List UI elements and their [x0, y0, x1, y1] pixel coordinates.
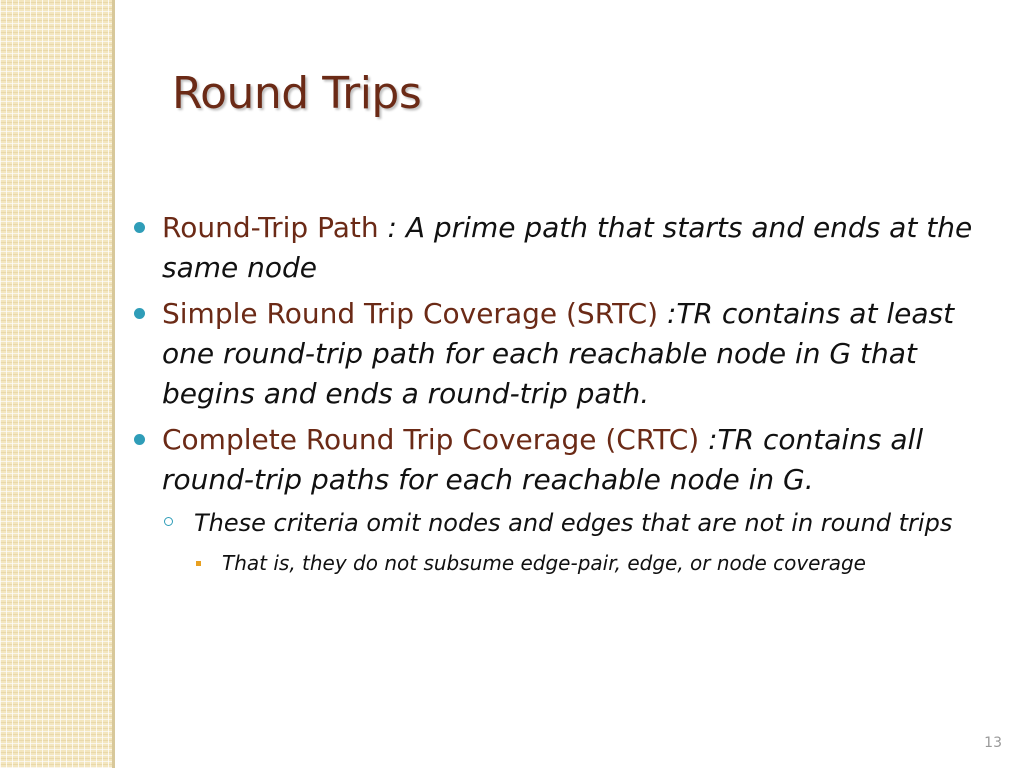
bullet-dot-icon [134, 308, 145, 319]
bullet-crtc [132, 420, 992, 500]
decorative-side-pattern [0, 0, 112, 768]
bullet-term: Simple Round Trip Coverage (SRTC) [162, 297, 659, 330]
bullet-separator: : [378, 211, 406, 244]
sub-bullet [132, 506, 992, 540]
bullet-definition: TR contains at least one round-trip path for each reachable node in G that begins and ends a round-trip path. [162, 297, 955, 410]
sub-bullet-text: These criteria omit nodes and edges that are not in round trips [194, 509, 953, 537]
bullet-separator: : [699, 423, 718, 456]
sub-sub-bullet [132, 548, 992, 578]
page-number: 13 [984, 735, 1002, 751]
bullet-dot-icon [134, 222, 145, 233]
side-pattern-edge [112, 0, 115, 768]
bullet-dot-icon [134, 434, 145, 445]
ring-bullet-icon [164, 517, 173, 526]
bullet-separator: : [658, 297, 677, 330]
bullet-round-trip-path [132, 208, 992, 288]
bullet-definition: TR contains all round-trip paths for each reachable node in G. [162, 423, 924, 496]
bullet-definition: A prime path that starts and ends at the same node [162, 211, 973, 284]
slide-title: Round Trips [172, 68, 422, 119]
bullet-term: Complete Round Trip Coverage (CRTC) [162, 423, 700, 456]
sub-sub-bullet-text: That is, they do not subsume edge-pair, edge, or node coverage [222, 551, 866, 575]
square-bullet-icon [196, 561, 201, 566]
bullet-term: Round-Trip Path [162, 211, 379, 244]
slide-content [132, 208, 992, 578]
bullet-srtc [132, 294, 992, 414]
